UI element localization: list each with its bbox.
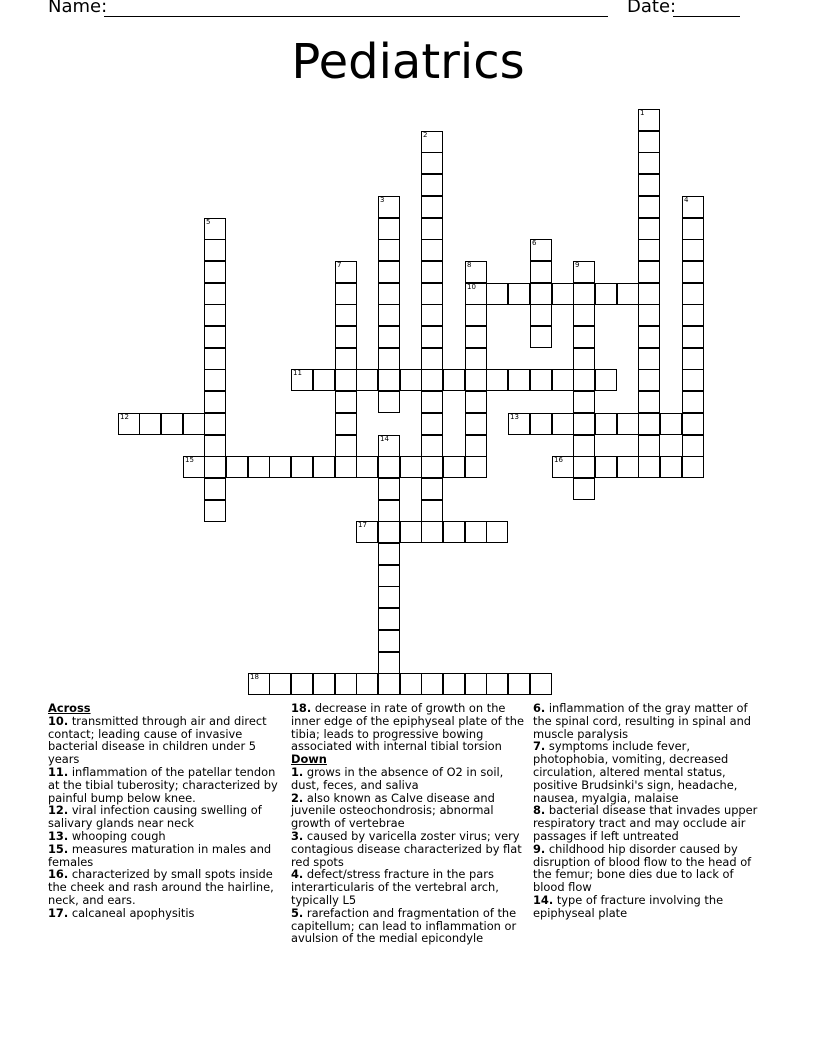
grid-cell[interactable]	[573, 261, 595, 283]
grid-cell[interactable]	[573, 369, 595, 391]
grid-cell[interactable]	[465, 673, 487, 695]
grid-cell[interactable]	[378, 435, 400, 457]
grid-cell[interactable]	[682, 391, 704, 413]
grid-cell[interactable]	[378, 369, 400, 391]
grid-cell[interactable]	[638, 456, 660, 478]
grid-cell[interactable]	[204, 413, 226, 435]
grid-cell[interactable]	[682, 369, 704, 391]
clue-across-17: 17. calcaneal apophysitis	[48, 905, 195, 920]
clue-number: 14	[380, 435, 389, 443]
grid-cell[interactable]	[638, 304, 660, 326]
grid-cell[interactable]	[313, 369, 335, 391]
grid-cell[interactable]	[421, 283, 443, 305]
grid-cell[interactable]	[335, 456, 357, 478]
grid-cell[interactable]	[443, 456, 465, 478]
clue-number: 16	[554, 456, 563, 464]
grid-cell[interactable]	[530, 413, 552, 435]
grid-cell[interactable]	[617, 283, 639, 305]
grid-cell[interactable]	[595, 369, 617, 391]
grid-cell[interactable]	[638, 413, 660, 435]
clue-number: 12	[120, 413, 129, 421]
grid-cell[interactable]	[161, 413, 183, 435]
grid-cell[interactable]	[638, 326, 660, 348]
grid-cell[interactable]	[530, 673, 552, 695]
grid-cell[interactable]	[313, 456, 335, 478]
clue-across-10: 10. transmitted through air and direct contact; leading cause of invasive bacterial disease in children under 5 years	[48, 713, 267, 767]
grid-cell[interactable]	[204, 435, 226, 457]
grid-cell[interactable]	[421, 239, 443, 261]
grid-cell[interactable]	[378, 565, 400, 587]
grid-cell[interactable]	[530, 369, 552, 391]
clue-number: 2	[423, 131, 428, 139]
grid-cell[interactable]	[335, 261, 357, 283]
grid-cell[interactable]	[443, 521, 465, 543]
grid-cell[interactable]	[682, 283, 704, 305]
grid-cell[interactable]	[204, 326, 226, 348]
grid-cell[interactable]	[682, 239, 704, 261]
grid-cell[interactable]	[378, 456, 400, 478]
grid-cell[interactable]	[443, 673, 465, 695]
down-heading: Down	[291, 752, 327, 767]
grid-cell[interactable]	[421, 131, 443, 153]
grid-cell[interactable]	[335, 348, 357, 370]
grid-cell[interactable]	[204, 369, 226, 391]
clues-column-1	[48, 702, 282, 920]
grid-cell[interactable]	[552, 369, 574, 391]
clue-down-5: 5. rarefaction and fragmentation of the capitellum; can lead to inflammation or avulsion of the medial epicondyle	[291, 905, 517, 946]
grid-cell[interactable]	[248, 673, 270, 695]
grid-cell[interactable]	[421, 435, 443, 457]
grid-cell[interactable]	[378, 391, 400, 413]
grid-cell[interactable]	[378, 500, 400, 522]
grid-cell[interactable]	[465, 261, 487, 283]
clue-down-1: 1. grows in the absence of O2 in soil, dust, feces, and saliva	[291, 764, 504, 792]
grid-cell[interactable]	[421, 348, 443, 370]
grid-cell[interactable]	[421, 521, 443, 543]
grid-cell[interactable]	[638, 109, 660, 131]
grid-cell[interactable]	[183, 456, 205, 478]
grid-cell[interactable]	[573, 413, 595, 435]
grid-cell[interactable]	[356, 673, 378, 695]
grid-cell[interactable]	[660, 413, 682, 435]
clue-number: 18	[250, 673, 259, 681]
grid-cell[interactable]	[378, 304, 400, 326]
grid-cell[interactable]	[183, 413, 205, 435]
clue-across-13: 13. whooping cough	[48, 828, 166, 843]
grid-cell[interactable]	[378, 543, 400, 565]
name-label: Name:	[48, 0, 108, 17]
across-heading: Across	[48, 701, 91, 715]
grid-cell[interactable]	[617, 413, 639, 435]
clue-across-12: 12. viral infection causing swelling of salivary glands near neck	[48, 803, 262, 831]
grid-cell[interactable]	[682, 196, 704, 218]
grid-cell[interactable]	[508, 673, 530, 695]
grid-cell[interactable]	[595, 283, 617, 305]
grid-cell[interactable]	[335, 435, 357, 457]
clue-number: 1	[640, 109, 645, 117]
grid-cell[interactable]	[682, 326, 704, 348]
grid-cell[interactable]	[486, 283, 508, 305]
grid-cell[interactable]	[638, 391, 660, 413]
grid-cell[interactable]	[421, 218, 443, 240]
grid-cell[interactable]	[465, 413, 487, 435]
grid-cell[interactable]	[421, 304, 443, 326]
grid-cell[interactable]	[638, 131, 660, 153]
grid-cell[interactable]	[269, 673, 291, 695]
grid-cell[interactable]	[204, 283, 226, 305]
grid-cell[interactable]	[486, 673, 508, 695]
grid-cell[interactable]	[617, 456, 639, 478]
grid-cell[interactable]	[421, 369, 443, 391]
grid-cell[interactable]	[335, 391, 357, 413]
clue-number: 10	[467, 283, 476, 291]
grid-cell[interactable]	[421, 673, 443, 695]
grid-cell[interactable]	[421, 326, 443, 348]
page-title: Pediatrics	[291, 34, 525, 90]
grid-cell[interactable]	[421, 391, 443, 413]
grid-cell[interactable]	[421, 456, 443, 478]
grid-cell[interactable]	[530, 283, 552, 305]
grid-cell[interactable]	[356, 521, 378, 543]
clue-down-14: 14. type of fracture involving the epiphyseal plate	[533, 892, 724, 920]
grid-cell[interactable]	[486, 369, 508, 391]
grid-cell[interactable]	[400, 456, 422, 478]
grid-cell[interactable]	[638, 218, 660, 240]
grid-cell[interactable]	[508, 369, 530, 391]
grid-cell[interactable]	[378, 673, 400, 695]
clue-down-3: 3. caused by varicella zoster virus; very contagious disease characterized by flat red spots	[291, 828, 522, 869]
grid-cell[interactable]	[378, 652, 400, 674]
grid-cell[interactable]	[638, 261, 660, 283]
grid-cell[interactable]	[465, 391, 487, 413]
grid-cell[interactable]	[465, 521, 487, 543]
grid-cell[interactable]	[139, 413, 161, 435]
grid-cell[interactable]	[378, 196, 400, 218]
grid-cell[interactable]	[204, 500, 226, 522]
clue-number: 8	[467, 261, 472, 269]
grid-cell[interactable]	[573, 478, 595, 500]
grid-cell[interactable]	[573, 326, 595, 348]
grid-cell[interactable]	[204, 456, 226, 478]
grid-cell[interactable]	[421, 478, 443, 500]
grid-cell[interactable]	[378, 218, 400, 240]
grid-cell[interactable]	[508, 283, 530, 305]
clue-down-7: 7. symptoms include fever, photophobia, vomiting, decreased circulation, altered mental status, positive Brudsinki's sign, headache, nausea, myalgia, malaise	[533, 739, 738, 805]
grid-cell[interactable]	[335, 304, 357, 326]
grid-cell[interactable]	[638, 174, 660, 196]
grid-cell[interactable]	[465, 435, 487, 457]
grid-cell[interactable]	[465, 326, 487, 348]
grid-cell[interactable]	[378, 348, 400, 370]
clue-number: 13	[510, 413, 519, 421]
grid-cell[interactable]	[400, 521, 422, 543]
grid-cell[interactable]	[682, 456, 704, 478]
grid-cell[interactable]	[465, 456, 487, 478]
grid-cell[interactable]	[682, 304, 704, 326]
grid-cell[interactable]	[465, 304, 487, 326]
grid-cell[interactable]	[573, 348, 595, 370]
grid-cell[interactable]	[204, 239, 226, 261]
clue-across-15: 15. measures maturation in males and females	[48, 841, 272, 869]
grid-cell[interactable]	[204, 391, 226, 413]
grid-cell[interactable]	[682, 435, 704, 457]
grid-cell[interactable]	[552, 456, 574, 478]
grid-cell[interactable]	[530, 326, 552, 348]
grid-cell[interactable]	[638, 348, 660, 370]
grid-cell[interactable]	[682, 261, 704, 283]
grid-cell[interactable]	[291, 673, 313, 695]
grid-cell[interactable]	[573, 391, 595, 413]
clue-number: 7	[337, 261, 342, 269]
clue-number: 9	[575, 261, 580, 269]
grid-cell[interactable]	[204, 304, 226, 326]
grid-cell[interactable]	[660, 456, 682, 478]
clue-number: 5	[206, 218, 211, 226]
clues-column-2	[291, 702, 525, 945]
clue-number: 15	[185, 456, 194, 464]
grid-cell[interactable]	[573, 435, 595, 457]
clue-down-9: 9. childhood hip disorder caused by disruption of blood flow to the head of the femur; bone dies due to lack of blood flow	[533, 841, 752, 895]
clue-number: 6	[532, 239, 537, 247]
grid-cell[interactable]	[335, 673, 357, 695]
grid-cell[interactable]	[552, 413, 574, 435]
grid-cell[interactable]	[313, 673, 335, 695]
grid-cell[interactable]	[465, 369, 487, 391]
grid-cell[interactable]	[638, 152, 660, 174]
grid-cell[interactable]	[552, 283, 574, 305]
grid-cell[interactable]	[204, 261, 226, 283]
grid-cell[interactable]	[421, 500, 443, 522]
grid-cell[interactable]	[335, 326, 357, 348]
grid-cell[interactable]	[465, 283, 487, 305]
grid-cell[interactable]	[248, 456, 270, 478]
grid-cell[interactable]	[682, 218, 704, 240]
grid-cell[interactable]	[595, 413, 617, 435]
grid-cell[interactable]	[118, 413, 140, 435]
grid-cell[interactable]	[421, 261, 443, 283]
grid-cell[interactable]	[378, 326, 400, 348]
grid-cell[interactable]	[356, 456, 378, 478]
grid-cell[interactable]	[530, 261, 552, 283]
grid-cell[interactable]	[335, 413, 357, 435]
grid-cell[interactable]	[335, 369, 357, 391]
grid-cell[interactable]	[378, 521, 400, 543]
grid-cell[interactable]	[378, 478, 400, 500]
grid-cell[interactable]	[204, 218, 226, 240]
grid-cell[interactable]	[421, 413, 443, 435]
grid-cell[interactable]	[204, 348, 226, 370]
grid-cell[interactable]	[530, 239, 552, 261]
grid-cell[interactable]	[530, 304, 552, 326]
grid-cell[interactable]	[508, 413, 530, 435]
grid-cell[interactable]	[486, 521, 508, 543]
clues-column-3	[533, 702, 767, 920]
grid-cell[interactable]	[356, 369, 378, 391]
grid-cell[interactable]	[421, 196, 443, 218]
grid-cell[interactable]	[421, 174, 443, 196]
grid-cell[interactable]	[378, 586, 400, 608]
clue-number: 17	[358, 521, 367, 529]
clue-number: 3	[380, 196, 385, 204]
grid-cell[interactable]	[400, 369, 422, 391]
clue-across-16: 16. characterized by small spots inside the cheek and rash around the hairline, neck, and ears.	[48, 867, 274, 907]
clue-number: 11	[293, 369, 302, 377]
clue-number: 4	[684, 196, 689, 204]
grid-cell[interactable]	[573, 304, 595, 326]
grid-cell[interactable]	[638, 239, 660, 261]
grid-cell[interactable]	[204, 478, 226, 500]
grid-cell[interactable]	[682, 348, 704, 370]
grid-cell[interactable]	[638, 283, 660, 305]
grid-cell[interactable]	[226, 456, 248, 478]
grid-cell[interactable]	[573, 456, 595, 478]
grid-cell[interactable]	[378, 239, 400, 261]
grid-cell[interactable]	[421, 152, 443, 174]
grid-cell[interactable]	[573, 283, 595, 305]
grid-cell[interactable]	[400, 673, 422, 695]
grid-cell[interactable]	[269, 456, 291, 478]
grid-cell[interactable]	[378, 630, 400, 652]
grid-cell[interactable]	[291, 369, 313, 391]
clue-down-4: 4. defect/stress fracture in the pars interarticularis of the vertebral arch, typically L5	[291, 867, 499, 907]
clue-across-11: 11. inflammation of the patellar tendon at the tibial tuberosity; characterized by painful bump below knee.	[48, 764, 278, 805]
grid-cell[interactable]	[335, 283, 357, 305]
date-label: Date:	[627, 0, 677, 17]
grid-cell[interactable]	[378, 261, 400, 283]
grid-cell[interactable]	[378, 608, 400, 630]
grid-cell[interactable]	[465, 348, 487, 370]
clue-across-18: 18. decrease in rate of growth on the inner edge of the epiphyseal plate of the tibia; leads to progressive bowing associated with internal tibial torsion	[291, 701, 524, 754]
grid-cell[interactable]	[682, 413, 704, 435]
grid-cell[interactable]	[638, 369, 660, 391]
grid-cell[interactable]	[638, 435, 660, 457]
grid-cell[interactable]	[291, 456, 313, 478]
clue-down-8: 8. bacterial disease that invades upper respiratory tract and may occlude air passages if left untreated	[533, 803, 758, 843]
clue-down-6: 6. inflammation of the gray matter of the spinal cord, resulting in spinal and muscle paralysis	[533, 701, 752, 741]
grid-cell[interactable]	[443, 369, 465, 391]
clue-down-2: 2. also known as Calve disease and juvenile osteochondrosis; abnormal growth of vertebrae	[291, 790, 495, 831]
grid-cell[interactable]	[595, 456, 617, 478]
grid-cell[interactable]	[378, 283, 400, 305]
grid-cell[interactable]	[638, 196, 660, 218]
